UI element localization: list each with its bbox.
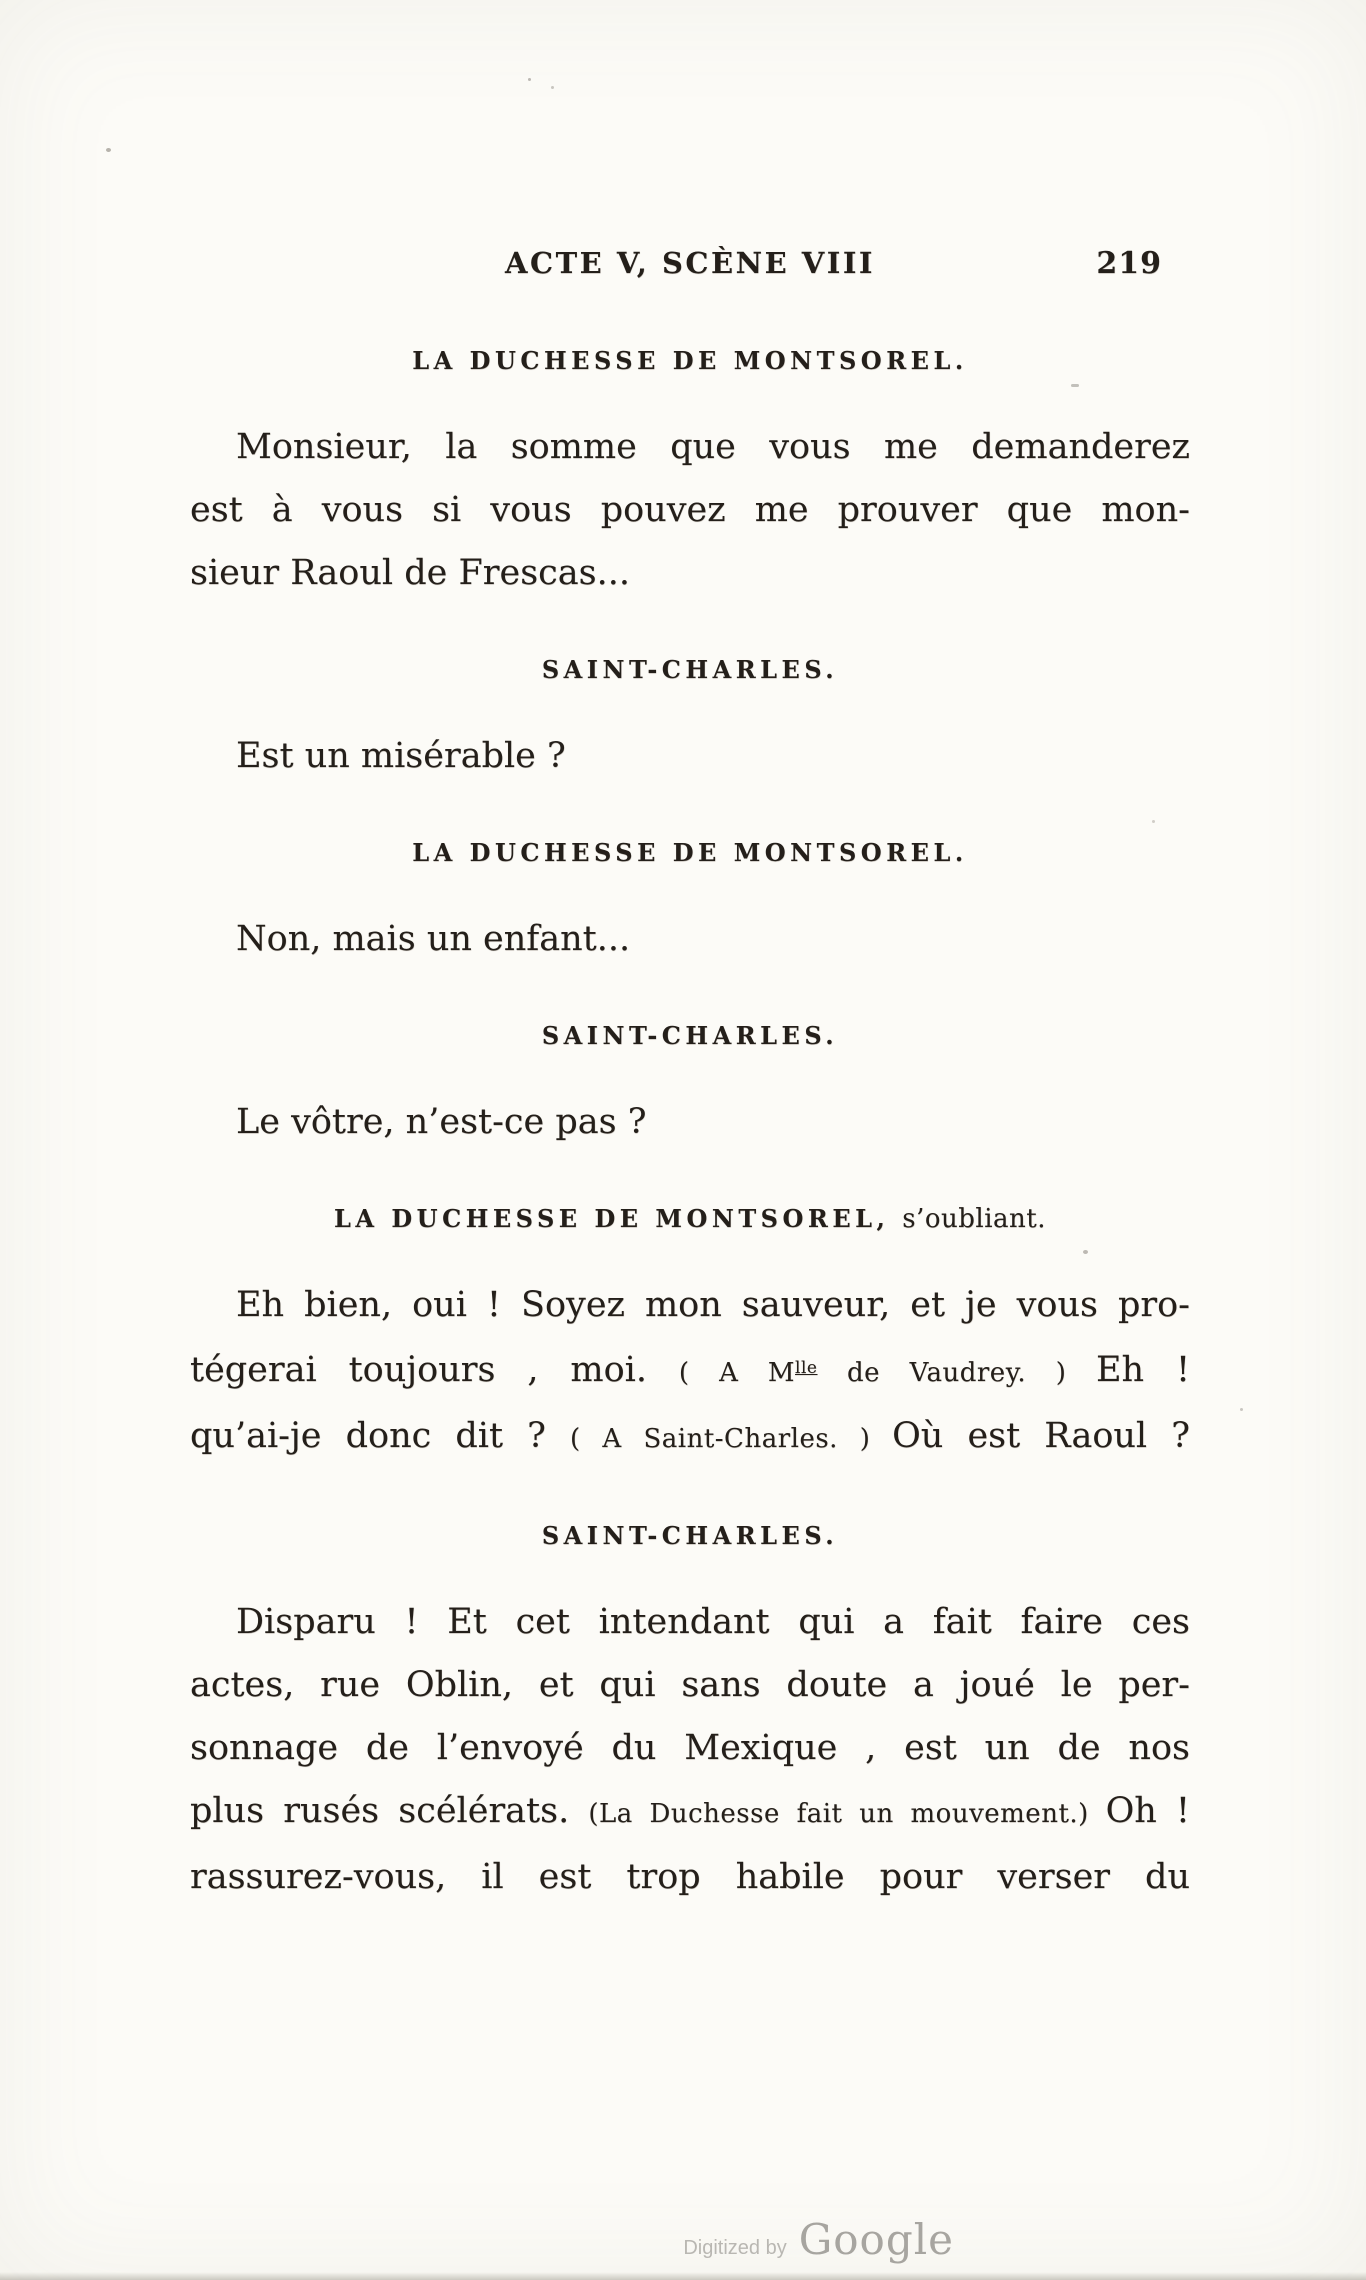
scan-artifact xyxy=(1240,1408,1243,1411)
scan-artifact xyxy=(528,78,531,81)
scan-artifact xyxy=(551,86,554,89)
stage-direction: (La Duchesse fait un mouvement.) xyxy=(588,1799,1106,1829)
page-header xyxy=(190,246,1190,288)
speaker-heading: SAINT-CHARLES. xyxy=(541,655,839,684)
dialogue-text: qu’ai-je donc dit ? xyxy=(190,1416,571,1456)
scan-artifact xyxy=(106,148,111,152)
speaker-heading xyxy=(190,1204,1190,1234)
dialogue-text: tégerai toujours , moi. xyxy=(190,1350,679,1390)
text-line xyxy=(190,1405,1190,1471)
text-column xyxy=(190,246,1190,1909)
speaker-heading: LA DUCHESSE DE MONTSOREL. xyxy=(412,346,968,375)
stage-direction: ( A M xyxy=(678,1358,796,1388)
google-logo: Google xyxy=(798,2215,954,2264)
dialogue-line: Non, mais un enfant... xyxy=(236,919,631,959)
text-line: actes, rue Oblin, et qui sans doute a joué le per- xyxy=(190,1665,1190,1705)
digitized-by-label: Digitized by xyxy=(683,2237,787,2259)
paragraph xyxy=(190,1591,1190,1909)
dialogue-text: Eh ! xyxy=(1095,1350,1191,1390)
scan-artifact xyxy=(1152,820,1155,823)
text-line: rassurez-vous, il est trop habile pour verser du xyxy=(190,1857,1190,1897)
superscript: lle xyxy=(795,1358,818,1378)
page-number: 219 xyxy=(1096,246,1162,281)
text-line: Eh bien, oui ! Soyez mon sauveur, et je vous pro- xyxy=(236,1285,1190,1325)
paragraph xyxy=(190,1274,1190,1471)
speaker-heading: LA DUCHESSE DE MONTSOREL. xyxy=(412,838,968,867)
text-line xyxy=(190,1337,1190,1405)
dialogue-text: Oh ! xyxy=(1105,1791,1190,1831)
stage-direction: s’oubliant. xyxy=(902,1204,1046,1234)
running-head: ACTE V, SCÈNE VIII xyxy=(504,246,876,280)
scan-edge xyxy=(0,2272,1366,2280)
dialogue-line: Le vôtre, n’est-ce pas ? xyxy=(236,1102,647,1142)
text-line: Disparu ! Et cet intendant qui a fait faire ces xyxy=(236,1602,1190,1642)
text-line xyxy=(190,1780,1190,1846)
scan-artifact xyxy=(1083,1250,1088,1254)
scan-artifact xyxy=(1071,384,1079,387)
text-line: sieur Raoul de Frescas... xyxy=(190,553,630,593)
stage-direction: de Vaudrey. ) xyxy=(817,1358,1096,1388)
dialogue-line: Est un misérable ? xyxy=(236,736,566,776)
text-line: sonnage de l’envoyé du Mexique , est un de nos xyxy=(190,1728,1190,1768)
speaker-name: LA DUCHESSE DE MONTSOREL, xyxy=(334,1204,890,1233)
google-watermark xyxy=(683,2215,954,2264)
dialogue-text: plus rusés scélérats. xyxy=(190,1791,589,1831)
text-line: est à vous si vous pouvez me prouver que mon- xyxy=(190,490,1190,530)
speaker-heading: SAINT-CHARLES. xyxy=(541,1521,839,1550)
dialogue-text: Où est Raoul ? xyxy=(892,1416,1191,1456)
paragraph xyxy=(190,416,1190,605)
text-line: Monsieur, la somme que vous me demanderez xyxy=(236,427,1190,467)
speaker-heading: SAINT-CHARLES. xyxy=(541,1021,839,1050)
stage-direction: ( A Saint-Charles. ) xyxy=(570,1424,893,1454)
